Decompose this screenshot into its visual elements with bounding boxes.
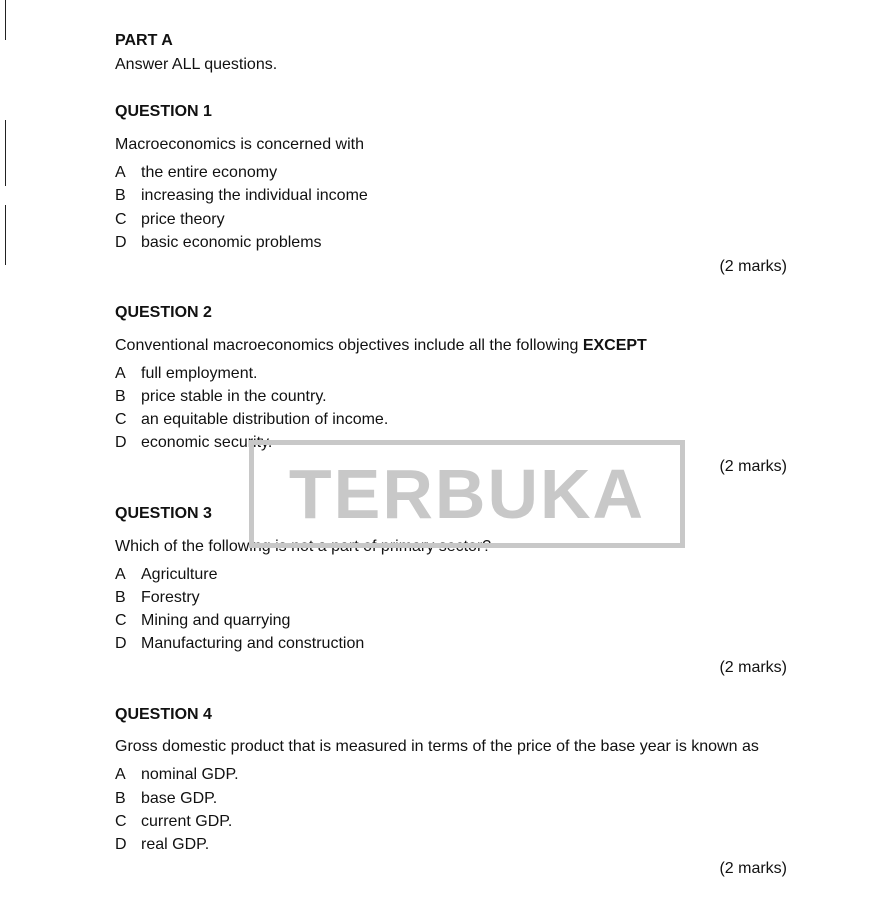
- option-a: [115, 566, 217, 584]
- option-c: [115, 813, 232, 831]
- part-title: PART A: [115, 32, 173, 49]
- option-letter: D: [115, 836, 127, 853]
- option-d: [115, 836, 209, 854]
- option-text: economic security.: [141, 434, 273, 451]
- option-letter: A: [115, 566, 126, 583]
- option-a: [115, 766, 239, 784]
- page-edge-line: [5, 120, 6, 186]
- option-b: [115, 187, 368, 205]
- option-text: nominal GDP.: [141, 766, 239, 783]
- page-edge-line: [5, 0, 6, 40]
- question-marks: (2 marks): [719, 659, 787, 676]
- option-letter: A: [115, 766, 126, 783]
- option-text: price theory: [141, 211, 225, 228]
- option-letter: C: [115, 411, 127, 428]
- question-stem: Gross domestic product that is measured in terms of the price of the base year is known as: [115, 738, 759, 755]
- option-letter: C: [115, 612, 127, 629]
- option-a: [115, 164, 277, 182]
- question-marks: (2 marks): [719, 258, 787, 275]
- option-letter: B: [115, 388, 126, 405]
- option-text: an equitable distribution of income.: [141, 411, 389, 428]
- option-a: [115, 365, 258, 383]
- option-text: base GDP.: [141, 790, 218, 807]
- watermark-text: TERBUKA: [288, 455, 646, 533]
- option-d: [115, 434, 272, 452]
- question-stem-text: Conventional macroeconomics objectives include all the following: [115, 337, 579, 354]
- question-stem: Macroeconomics is concerned with: [115, 136, 364, 153]
- option-text: basic economic problems: [141, 234, 322, 251]
- option-text: Forestry: [141, 589, 200, 606]
- option-letter: D: [115, 635, 127, 652]
- option-d: [115, 234, 322, 252]
- option-text: price stable in the country.: [141, 388, 327, 405]
- option-letter: B: [115, 589, 126, 606]
- option-text: real GDP.: [141, 836, 210, 853]
- question-stem: Which of the following is not a part of primary sector?: [115, 538, 492, 555]
- option-letter: B: [115, 187, 126, 204]
- option-c: [115, 612, 290, 630]
- option-text: current GDP.: [141, 813, 233, 830]
- question-heading: QUESTION 3: [115, 505, 212, 522]
- option-letter: D: [115, 234, 127, 251]
- option-letter: D: [115, 434, 127, 451]
- option-letter: C: [115, 211, 127, 228]
- page-edge-line: [5, 205, 6, 265]
- option-b: [115, 589, 200, 607]
- option-text: increasing the individual income: [141, 187, 368, 204]
- option-c: [115, 211, 225, 229]
- question-stem-emphasis: EXCEPT: [582, 337, 647, 354]
- question-marks: (2 marks): [719, 458, 787, 475]
- question-marks: (2 marks): [719, 860, 787, 877]
- question-heading: QUESTION 1: [115, 103, 212, 120]
- watermark-stamp: [249, 440, 685, 548]
- option-text: full employment.: [141, 365, 258, 382]
- option-letter: B: [115, 790, 126, 807]
- option-text: Mining and quarrying: [141, 612, 291, 629]
- option-letter: A: [115, 365, 126, 382]
- option-d: [115, 635, 364, 653]
- option-b: [115, 388, 327, 406]
- question-stem: [115, 337, 647, 355]
- option-letter: A: [115, 164, 126, 181]
- option-letter: C: [115, 813, 127, 830]
- option-c: [115, 411, 388, 429]
- question-heading: QUESTION 4: [115, 706, 212, 723]
- option-text: the entire economy: [141, 164, 278, 181]
- option-b: [115, 790, 217, 808]
- part-instruction: Answer ALL questions.: [115, 56, 278, 73]
- option-text: Manufacturing and construction: [141, 635, 365, 652]
- option-text: Agriculture: [141, 566, 218, 583]
- question-heading: QUESTION 2: [115, 304, 212, 321]
